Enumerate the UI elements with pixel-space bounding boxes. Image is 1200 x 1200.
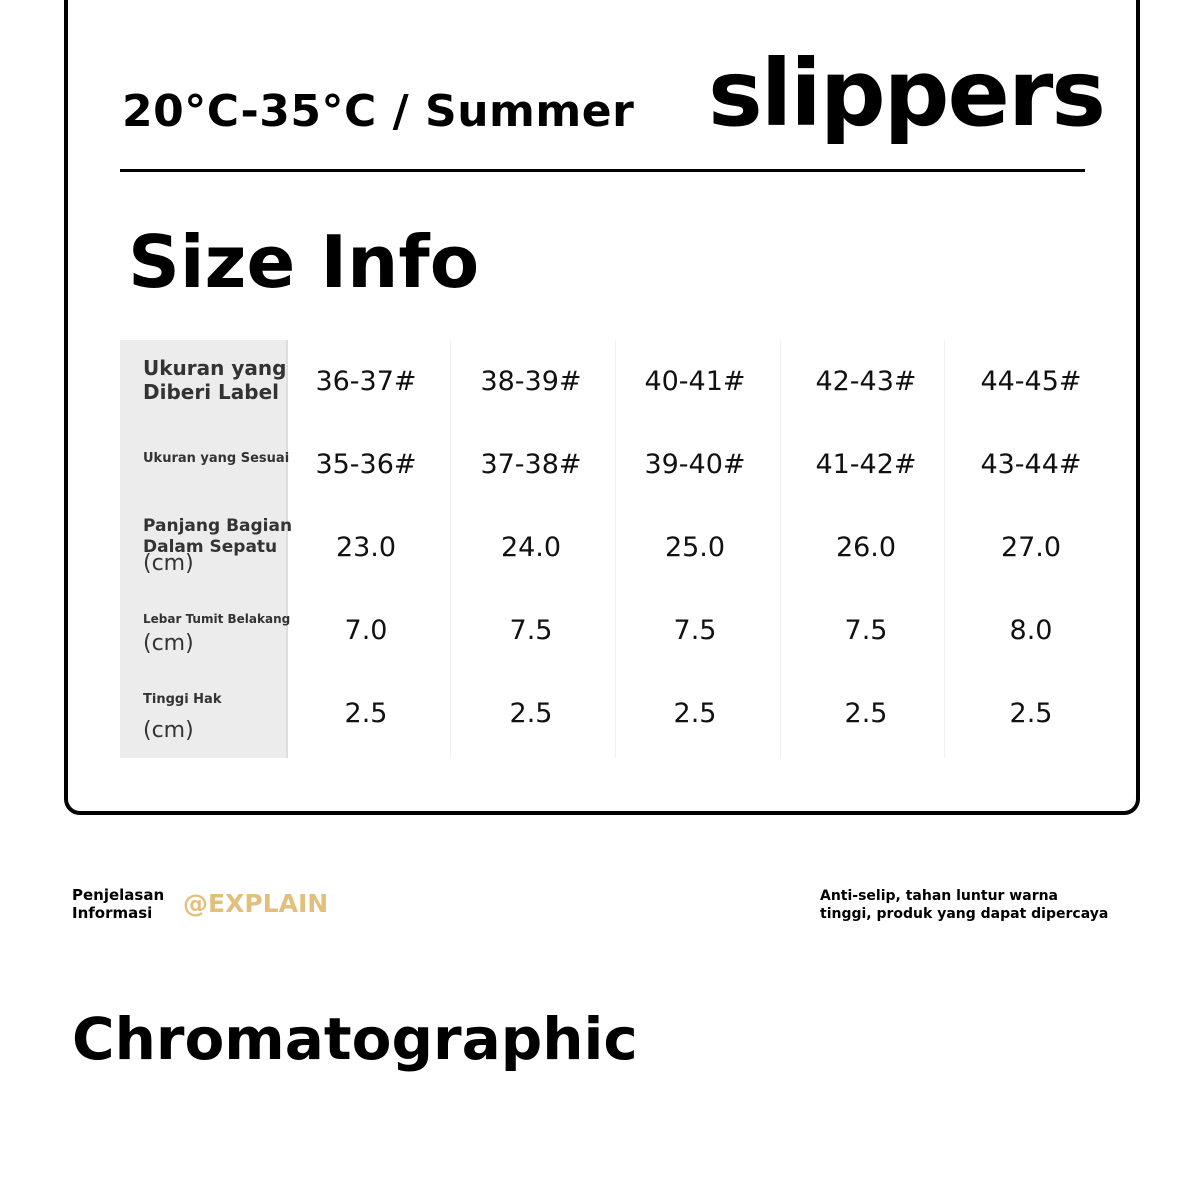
column-divider [780, 340, 781, 758]
table-cell: 36-37# [315, 366, 417, 397]
table-cell: 2.5 [509, 698, 553, 729]
table-cell: 35-36# [315, 449, 417, 480]
table-cell: 2.5 [673, 698, 717, 729]
row-label-heel-height: Tinggi Hak [143, 692, 222, 707]
header-divider [120, 169, 1085, 172]
row-unit: (cm) [143, 718, 194, 743]
table-cell: 26.0 [835, 532, 897, 563]
table-cell: 24.0 [500, 532, 562, 563]
table-cell: 23.0 [335, 532, 397, 563]
row-label-heel-width: Lebar Tumit Belakang [143, 612, 291, 626]
table-cell: 7.5 [844, 615, 888, 646]
table-cell: 40-41# [644, 366, 746, 397]
row-label-fit-size: Ukuran yang Sesuai [143, 451, 290, 466]
row-unit: (cm) [143, 551, 194, 576]
info-label: Penjelasan Informasi [72, 886, 165, 922]
table-cell: 44-45# [980, 366, 1082, 397]
table-cell: 2.5 [344, 698, 388, 729]
table-cell: 38-39# [480, 366, 582, 397]
table-cell: 2.5 [1009, 698, 1053, 729]
bottom-title: Chromatographic [72, 1005, 638, 1073]
table-cell: 2.5 [844, 698, 888, 729]
table-cell: 42-43# [815, 366, 917, 397]
table-cell: 37-38# [480, 449, 582, 480]
explain-tag: @EXPLAIN [183, 889, 329, 918]
table-cell: 27.0 [1000, 532, 1062, 563]
product-name: slippers [708, 40, 1105, 147]
table-cell: 39-40# [644, 449, 746, 480]
row-label-inner-length: Panjang Bagian Dalam Sepatu [143, 516, 293, 557]
table-cell: 41-42# [815, 449, 917, 480]
table-cell: 7.0 [344, 615, 388, 646]
row-unit: (cm) [143, 631, 194, 656]
table-cell: 8.0 [1009, 615, 1053, 646]
table-cell: 25.0 [664, 532, 726, 563]
table-cell: 43-44# [980, 449, 1082, 480]
section-title: Size Info [128, 220, 480, 304]
temperature-season: 20°C-35°C / Summer [122, 86, 635, 137]
table-cell: 7.5 [673, 615, 717, 646]
table-cell: 7.5 [509, 615, 553, 646]
feature-description: Anti-selip, tahan luntur warna tinggi, produk yang dapat dipercaya [820, 888, 1109, 922]
row-label-labeled-size: Ukuran yang Diberi Label [143, 356, 287, 404]
